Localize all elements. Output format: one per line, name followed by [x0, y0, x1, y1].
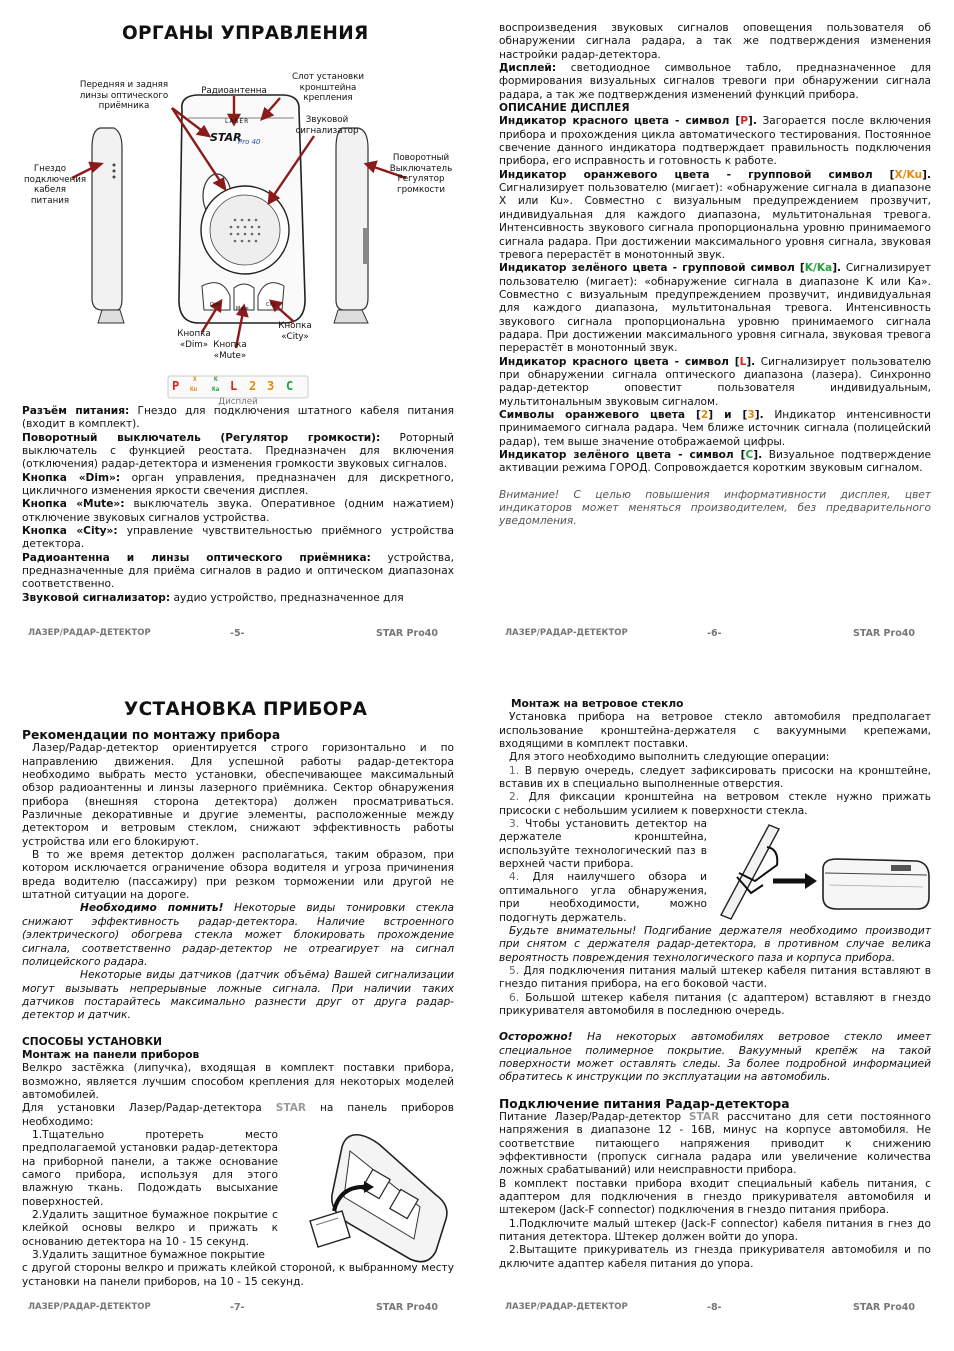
display-caption: Дисплей [218, 397, 258, 407]
windshield-heading: Монтаж на ветровое стекло [511, 698, 684, 710]
display-symbol-c: C [286, 379, 294, 393]
power-paragraph-2: В комплект поставки прибора входит специальный кабель питания, с адаптером для подключения в гнездо прикуривателя автомобиля и штекером (Jack-F connector) подключения в гнездо питания прибора. [499, 1177, 931, 1217]
section-heading: Рекомендации по монтажу прибора [22, 728, 281, 742]
footer-left: ЛАЗЕР/РАДАР-ДЕТЕКТОР [28, 628, 151, 638]
power-heading: Подключение питания Радар-детектора [499, 1096, 790, 1111]
desc-city: Кнопка «City»: управление чувствительностью приёмного устройства детектора. [22, 525, 454, 551]
item-orange-xku: Индикатор оранжевого цвета - групповой символ [X/Ku]. Сигнализирует пользователю (мигает): «обнаружение сигнала в диапазоне X или Ku». Совместно с визуальным предупреждением прозвучит, индивидуальная для каждого диапазона, мультитональная тревога. Интенсивность звукового сигнала пропорциональна уровню принимаемого сигнала радара. При достижении максимального уровня сигнала, звуковая тревога перерастёт в монотонный звук. [499, 168, 931, 261]
item-red-p: Индикатор красного цвета - символ [P]. Загорается после включения прибора и прохождения цикла автоматического тестирования. Постоянное свечение данного индикатора подтверждает правильность подключения прибора, его исправность и готовность к работе. [499, 115, 931, 168]
label-lenses: Передняя и задняя линзы оптического приёмника [79, 80, 169, 112]
label-bracket-slot: Слот установки кронштейна крепления [291, 72, 365, 104]
windshield-mount-illustration [711, 819, 933, 931]
section-heading: ОПИСАНИЕ ДИСПЛЕЯ [499, 102, 630, 115]
device-model-suffix: Pro 40 [238, 138, 261, 146]
rec-paragraph-1: Лазер/Радар-детектор ориентируется строго горизонтально и по направлению движения. Для успешной работы радар-детектора необходимо выбрать место установки, обеспечивающее максимальный обзор радиоантенны и линзы лазерного приёмника. Сектор обнаружения прибора (внешняя сторона детектора) должен просматриваться. Различные декоративные и другие элементы, расположенные между детектором и ветровым стеклом, снижают эффективность работы устройства или его блокируют. [22, 742, 454, 848]
desc-power-jack: Разъём питания: Гнездо для подключения штатного кабеля питания (входит в комплект). [22, 405, 454, 431]
note-text: Внимание! С целью повышения информативности дисплея, цвет индикаторов может меняться производителем, без предварительного уведомления. [499, 488, 931, 528]
display-symbol-x: X [193, 376, 197, 383]
device-model: STAR [210, 131, 242, 144]
label-antenna: Радиоантенна [201, 86, 267, 96]
footer-right: STAR Pro40 [376, 1302, 438, 1313]
display-symbol-ku: Ku [190, 386, 198, 393]
rec-note: Необходимо помнить! Некоторые виды тонировки стекла снижают эффективность радар-детектора. Наличие встроенного (электрического) обогрева стекла может блокировать прохождение сигнала, соответственно радар-детектор не отреагирует на сигнал полицейского радара. [22, 902, 454, 968]
label-dim-button: Кнопка «Dim» [177, 329, 211, 350]
desc-volume-knob: Поворотный выключатель (Регулятор громкости): Роторный выключатель с функцией реостата. Предназначен для включения (отключения) радар-детектора и изменения громкости звуковых сигналов. [22, 431, 454, 471]
controls-description [22, 405, 454, 605]
wind-step-5: 5. Для подключения питания малый штекер кабеля питания вставляют в гнездо питания прибора, на его боковой части. [499, 964, 931, 991]
wind-step-2: 2. Для фиксации кронштейна на ветровом стекле нужно прижать присоски с небольшим усилием к поверхности стекла. [499, 791, 931, 817]
label-city-button: Кнопка «City» [278, 321, 312, 342]
page-6 [499, 18, 931, 643]
page-8 [499, 695, 931, 1315]
mute-button: Mute [236, 306, 249, 312]
item-green-kka: Индикатор зелёного цвета - групповой символ [K/Ka]. Сигнализирует пользователю (мигает): «обнаружение сигнала в диапазоне K или Ka». Совместно с визуальным предупреждением прозвучит, индивидуальная для каждого диапазона, мультитональная тревога. Интенсивность звукового сигнала пропорциональна уровню принимаемого сигнала радара. При достижении максимального уровня сигнала, звуковая тревога перерастёт в монотонный звук. [499, 262, 932, 355]
footer-left: ЛАЗЕР/РАДАР-ДЕТЕКТОР [505, 1302, 628, 1312]
label-volume-knob: Поворотный Выключатель Регулятор громкости [389, 153, 453, 195]
device-brand: LASER [225, 118, 250, 125]
power-step-1: 1.Подключите малый штекер (Jack-F connector) кабеля питания в гнез до питания детектора. Штекер должен войти до упора. [499, 1217, 931, 1244]
panel-heading: Монтаж на панели приборов [22, 1048, 200, 1061]
page-title: ОРГАНЫ УПРАВЛЕНИЯ [122, 23, 369, 44]
label-mute-button: Кнопка «Mute» [213, 340, 247, 361]
display-symbol-k: K [214, 376, 218, 383]
label-power-jack: Гнездо подключения кабеля питания [24, 164, 87, 206]
item-orange-23: Символы оранжевого цвета [2] и [3]. Индикатор интенсивности принимаемого сигнала радара. Чем ближе источник сигнала (полицейский радар), тем выше значение отображаемой цифры. [499, 408, 931, 448]
desc-antenna: Радиоантенна и линзы оптического приёмника: устройства, предназначенные для приёма сигналов в радио и оптическом диапазонах соответственно. [22, 551, 454, 591]
footer-right: STAR Pro40 [853, 628, 915, 639]
display-symbol-ka: Ka [212, 386, 220, 393]
dim-button: Dim [210, 302, 221, 308]
label-buzzer: Звуковой сигнализатор [295, 115, 359, 136]
city-button: City [266, 302, 276, 308]
wind-paragraph-1: Установка прибора на ветровое стекло автомобиля предполагает использование кронштейна-держателя с вакуумными крепежами, входящими в комплект поставки. [499, 711, 931, 751]
page-7 [22, 695, 454, 1315]
rec-note-2: Некоторые виды датчиков (датчик объёма) Вашей сигнализации могут вызывать непрерывные ложные сигнала. При наличии таких датчиков постарайтесь максимально разнести друг от друга радар-детектор и датчик. [22, 969, 454, 1022]
methods-heading: СПОСОБЫ УСТАНОВКИ [22, 1035, 163, 1048]
desc-mute: Кнопка «Mute»: выключатель звука. Оперативное (одним нажатием) отключение звуковых сигналов устройства. [22, 498, 454, 524]
caution-text: Осторожно! На некоторых автомобилях ветровое стекло имеет специальное полимерное покрытие. Вакуумный крепёж на такой поверхности может оставлять следы. За более подробной информацией обратитесь к инструкции по эксплуатации на автомобиль. [499, 1031, 931, 1084]
display-symbol-3: 3 [267, 379, 275, 393]
display-panel [168, 376, 308, 398]
panel-step-2: 2.Удалить защитное бумажное покрытие с клейкой основы велкро и прижать к основанию детектора на 10 - 15 секунд. [22, 1209, 278, 1248]
wind-step-3: 3. Чтобы установить детектор на держателе кронштейна, используйте технологический паз в верхней части прибора. [499, 818, 707, 871]
item-red-l: Индикатор красного цвета - символ [L]. Сигнализирует пользователю при обнаружении сигнала оптического диапазона (лазера). Синхронно радар-детектор оповестит пользователя индивидуальным, мультитональным звуковым сигналом. [499, 355, 931, 408]
display-description [499, 22, 931, 529]
page-5 [22, 18, 454, 643]
page-number: -7- [230, 1302, 245, 1313]
panel-step-1: 1.Тщательно протереть место предполагаемой установки радар-детектора на приборной панели, а также основание самого прибора, используя для этого влажную ткань. Подождать высыхание поверхностей. [22, 1128, 278, 1208]
page-title: УСТАНОВКА ПРИБОРА [124, 699, 368, 720]
wind-paragraph-2: Для этого необходимо выполнить следующие операции: [509, 751, 830, 764]
wind-step-6: 6. Большой штекер кабеля питания (с адаптером) вставляют в гнездо прикуривателя автомобиля в последнюю очередь. [499, 991, 931, 1017]
device-figure [22, 48, 454, 408]
velcro-illustration [290, 1127, 450, 1267]
footer-right: STAR Pro40 [376, 628, 438, 639]
footer-left: ЛАЗЕР/РАДАР-ДЕТЕКТОР [505, 628, 628, 638]
warning-text: Будьте внимательны! Подгибание держателя необходимо производит при снятом с держателя радар-детектора, в противном случае велика вероятность повреждения технологического паза и корпуса прибора. [499, 924, 931, 964]
item-green-c: Индикатор зелёного цвета - символ [C]. Визуальное подтверждение активации режима ГОРОД. Сопровождается коротким звуковым сигналом. [499, 449, 932, 475]
panel-step-3-cont: с другой стороны велкро и прижать клейкой стороной, к выбранному месту установки на панели приборов, на 10 - 15 секунд. [22, 1262, 454, 1288]
page-number: -5- [230, 628, 245, 639]
windshield-mounting [499, 698, 931, 1271]
display-text: Дисплей: светодиодное символьное табло, предназначенное для формирования визуальных сигналов тревоги при обнаружении сигнала радара, а так же подтверждения изменений функций прибора. [499, 62, 931, 101]
wind-step-1: 1. В первую очередь, следует зафиксировать присоски на кронштейне, вставив их в специально выполненные отверстия. [499, 764, 931, 791]
desc-dim: Кнопка «Dim»: орган управления, предназначен для дискретного, цикличного изменения яркости свечения дисплея. [22, 471, 454, 498]
display-symbol-p: P [172, 379, 180, 393]
panel-step-3: 3.Удалить защитное бумажное покрытие [32, 1249, 265, 1262]
wind-step-4: 4. Для наилучшего обзора и оптимального угла обнаружения, при необходимости, можно подогнуть держатель. [499, 871, 707, 924]
panel-paragraph-2: Для установки Лазер/Радар-детектора STAR на панель приборов необходимо: [22, 1102, 454, 1128]
panel-paragraph-1: Велкро застёжка (липучка), входящая в комплект поставки прибора, возможно, является лучшим способом крепления для некоторых моделей автомобилей. [22, 1062, 454, 1101]
page-number: -8- [707, 1302, 722, 1313]
display-symbol-l: L [230, 379, 238, 393]
rec-paragraph-2: В то же время детектор должен располагаться, таким образом, при котором исключается ограничение обзора водителя и угроза причинения вреда водителю (пассажиру) при резком торможении или другой не штатной ситуации на дороге. [22, 849, 454, 902]
display-symbol-2: 2 [249, 379, 257, 393]
desc-buzzer: Звуковой сигнализатор: аудио устройство, предназначенное для [22, 591, 404, 604]
power-paragraph-1: Питание Лазер/Радар-детектор STAR рассчитано для сети постоянного напряжения в диапазоне 12 - 16В, минус на корпусе автомобиля. Не соответствие питающего напряжения приводит к снижению эффективности (пропуск сигнала радара или увеличение количества ложных срабатываний) или неисправности прибора. [499, 1110, 931, 1177]
footer-left: ЛАЗЕР/РАДАР-ДЕТЕКТОР [28, 1302, 151, 1312]
power-step-2: 2.Вытащите прикуриватель из гнезда прикуривателя автомобиля и по дключите адаптер кабеля питания до упора. [499, 1244, 931, 1270]
page-number: -6- [707, 628, 722, 639]
intro-text: воспроизведения звуковых сигналов оповещения пользователя об обнаружении сигнала радара, а так же подтверждения изменения настройки радар-детектора. [499, 22, 931, 61]
footer-right: STAR Pro40 [853, 1302, 915, 1313]
